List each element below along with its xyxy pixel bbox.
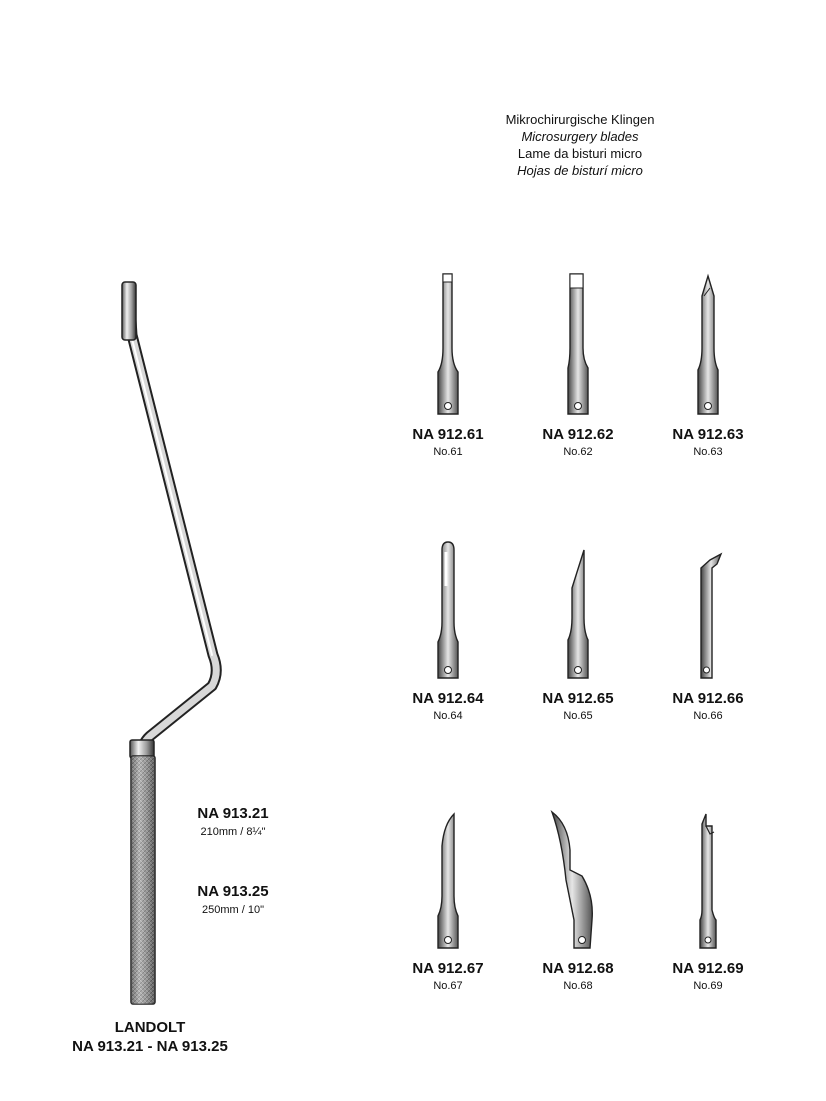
caption-range: NA 913.21 - NA 913.25 [72,1038,228,1055]
handle-size: 210mm / 8¼" [200,826,266,838]
blade-number: No.69 [693,980,723,992]
blade-code: NA 912.66 [672,690,744,707]
blade-61-image [428,268,468,420]
blade-code: NA 912.63 [672,426,744,443]
blade-header [470,111,690,179]
blade-number: No.63 [693,446,723,458]
blade-63-image [688,268,728,420]
landolt-handle-illustration [0,0,300,1010]
blade-65-image [558,538,598,684]
header-spanish: Hojas de bisturí micro [517,163,643,178]
product-caption [55,1018,245,1056]
blade-67-image [428,810,468,954]
handle-code: NA 913.25 [197,883,269,900]
blade-64-image [428,538,468,684]
blade-item [513,810,643,993]
blade-number: No.62 [563,446,593,458]
caption-name: LANDOLT [114,1019,186,1036]
handle-code: NA 913.21 [197,805,269,822]
handle-size: 250mm / 10" [202,904,264,916]
blade-code: NA 912.62 [542,426,614,443]
blade-number: No.65 [563,710,593,722]
blade-item [513,268,643,459]
blade-code: NA 912.65 [542,690,614,707]
blade-code: NA 912.68 [542,960,614,977]
blade-62-image [558,268,598,420]
header-italian: Lame da bisturi micro [517,146,643,161]
handle-model-25 [158,883,308,917]
handle-model-21 [158,805,308,839]
blade-69-image [688,810,728,954]
blade-66-image [688,538,728,684]
header-english: Microsurgery blades [521,129,639,144]
blade-item [383,268,513,459]
blade-code: NA 912.67 [412,960,484,977]
blade-code: NA 912.61 [412,426,484,443]
blade-68-image [548,810,608,954]
blade-item [383,810,513,993]
blade-number: No.61 [433,446,463,458]
blade-item [513,538,643,723]
blade-number: No.68 [563,980,593,992]
blade-item [643,268,773,459]
blade-code: NA 912.69 [672,960,744,977]
blade-item [643,538,773,723]
blade-item [643,810,773,993]
blade-number: No.66 [693,710,723,722]
header-german: Mikrochirurgische Klingen [505,112,655,127]
blade-number: No.64 [433,710,463,722]
blade-item [383,538,513,723]
blade-number: No.67 [433,980,463,992]
blade-code: NA 912.64 [412,690,484,707]
